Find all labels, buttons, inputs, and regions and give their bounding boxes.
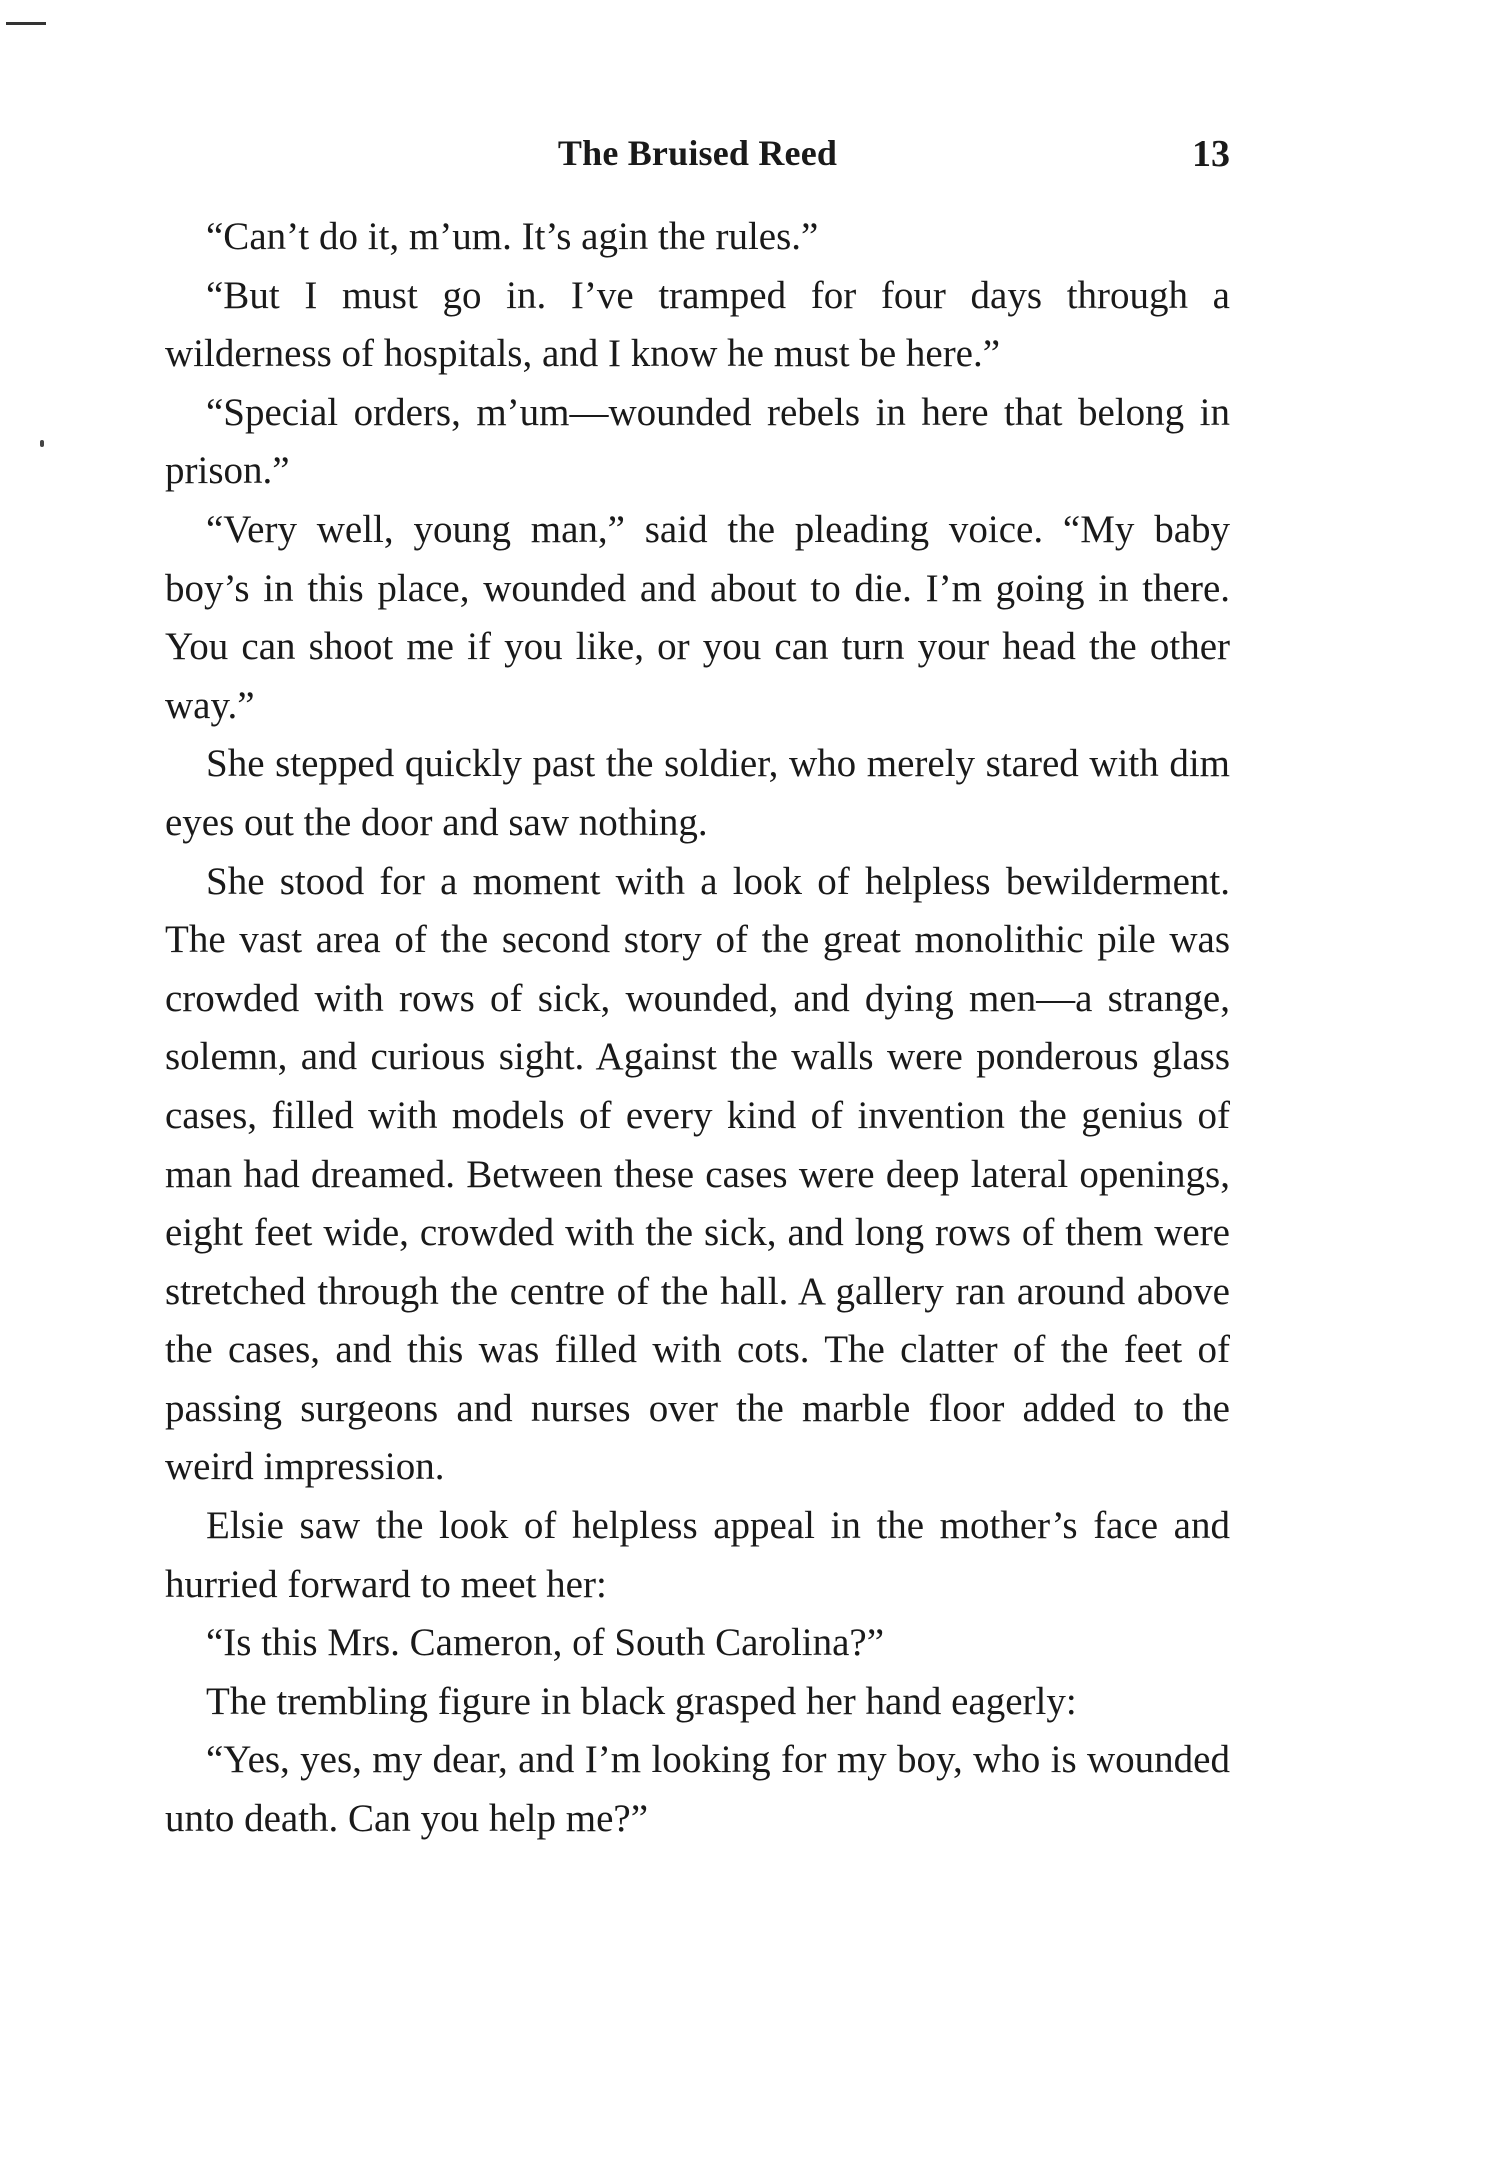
paragraph: “Special orders, m’um—wounded rebels in here that belong in prison.” bbox=[165, 390, 1230, 493]
paragraph: “Yes, yes, my dear, and I’m looking for my boy, who is wounded unto death. Can you help me?” bbox=[165, 1738, 1230, 1841]
scan-speck bbox=[40, 440, 44, 447]
page-number: 13 bbox=[1192, 133, 1230, 175]
paragraph: “Very well, young man,” said the pleading voice. “My baby boy’s in this place, wounded and about to die. I’m going in there. You can shoot me if you like, or you can turn your head the other way.” bbox=[165, 507, 1230, 727]
paragraph: “Can’t do it, m’um. It’s agin the rules.” bbox=[206, 215, 819, 258]
running-title: The Bruised Reed bbox=[557, 133, 838, 173]
paragraph: “Is this Mrs. Cameron, of South Carolina?” bbox=[206, 1621, 885, 1665]
paragraph: She stepped quickly past the soldier, who merely stared with dim eyes out the door and saw nothing. bbox=[165, 742, 1230, 844]
paragraph: She stood for a moment with a look of helpless bewilderment. The vast area of the second story of the great monolithic pile was crowded with rows of sick, wounded, and dying men—a strange, solemn, and curious sight. Against the walls were ponderous glass cases, filled with models of every kind of invention the genius of man had dreamed. Between these cases were deep lateral openings, eight feet wide, crowded with the sick, and long rows of them were stretched through the centre of the hall. A gallery ran around above the cases, and this was filled with cots. The clatter of the feet of passing surgeons and nurses over the marble floor added to the weird impression. bbox=[165, 859, 1230, 1489]
paragraph: “But I must go in. I’ve tramped for four days through a wilderness of hospitals, and I know he must be here.” bbox=[165, 273, 1230, 376]
paragraph: Elsie saw the look of helpless appeal in the mother’s face and hurried forward to meet her: bbox=[165, 1504, 1230, 1606]
page-header bbox=[165, 132, 1230, 192]
scan-edge-mark bbox=[6, 22, 46, 25]
body-text bbox=[165, 208, 1230, 1849]
paragraph: The trembling figure in black grasped her hand eagerly: bbox=[206, 1679, 1077, 1723]
